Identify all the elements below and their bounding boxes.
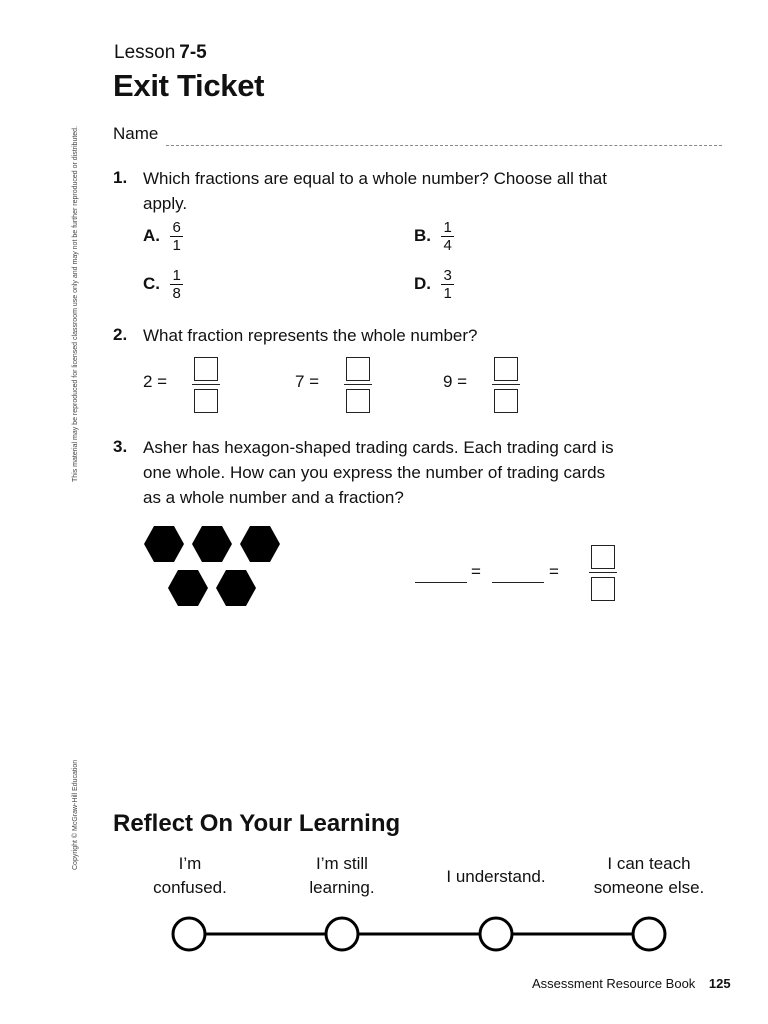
numerator-box[interactable] xyxy=(591,545,615,569)
q3-text-line3: as a whole number and a fraction? xyxy=(143,488,404,507)
reflect-scale xyxy=(160,908,680,960)
reflect-label-understand xyxy=(426,865,566,889)
choice-c[interactable] xyxy=(143,268,183,303)
name-label: Name xyxy=(113,124,159,143)
scale-circle-teach xyxy=(633,918,665,950)
reflect-label-learning xyxy=(282,852,402,900)
name-field[interactable] xyxy=(166,145,722,146)
numerator-box[interactable] xyxy=(194,357,218,381)
q3-number: 3. xyxy=(113,437,128,456)
fraction-numerator: 1 xyxy=(443,219,452,236)
q2-item-7: 7 = xyxy=(295,372,320,391)
scale-circle-understand xyxy=(480,918,512,950)
whole-number-blank[interactable] xyxy=(415,582,467,583)
q3-text-line1: Asher has hexagon-shaped trading cards. Each trading card is xyxy=(143,438,614,457)
page-title: Exit Ticket xyxy=(113,68,265,103)
hexagon-cards xyxy=(140,520,290,612)
copyright-line: Copyright © McGraw-Hill Education xyxy=(72,759,79,870)
numerator-box[interactable] xyxy=(346,357,370,381)
fraction-numerator: 6 xyxy=(172,219,181,236)
denominator-box[interactable] xyxy=(591,577,615,601)
lesson-number: 7-5 xyxy=(179,42,207,63)
choice-b-fraction xyxy=(441,220,453,253)
lesson-label: Lesson xyxy=(114,42,176,63)
equals-sign: = xyxy=(471,562,481,581)
choice-c-fraction xyxy=(170,268,182,301)
q2-item-9: 9 = xyxy=(443,372,468,391)
numerator-box[interactable] xyxy=(494,357,518,381)
denominator-box[interactable] xyxy=(346,389,370,413)
choice-b-letter: B. xyxy=(414,226,431,245)
fraction-bar xyxy=(589,572,617,573)
footer xyxy=(532,976,731,991)
q1-text xyxy=(143,166,703,216)
footer-page-number: 125 xyxy=(708,976,731,991)
reflect-label-line1: I’m xyxy=(178,854,202,873)
reflect-label-line2: confused. xyxy=(153,878,227,897)
choice-a[interactable] xyxy=(143,220,183,255)
fraction-denominator: 1 xyxy=(443,285,452,302)
denominator-box[interactable] xyxy=(194,389,218,413)
lesson-heading xyxy=(114,42,207,64)
fraction-bar xyxy=(344,384,372,385)
fraction-denominator: 4 xyxy=(443,237,452,254)
hexagon-icon xyxy=(216,570,256,606)
choice-c-letter: C. xyxy=(143,274,160,293)
scale-circle-confused xyxy=(173,918,205,950)
reflect-label-line1: I’m still xyxy=(316,854,368,873)
q1-text-line1: Which fractions are equal to a whole number? Choose all that xyxy=(143,169,607,188)
scale-circle-learning xyxy=(326,918,358,950)
reflect-label-confused xyxy=(130,852,250,900)
choice-d-letter: D. xyxy=(414,274,431,293)
copyright-notice: This material may be reproduced for licensed classroom use only and may not be further reproduced or distributed. xyxy=(72,125,79,482)
choice-b[interactable] xyxy=(414,220,454,255)
reflect-label-line1: I can teach xyxy=(607,854,691,873)
q3-text xyxy=(143,435,703,510)
reflect-label-line1: I understand. xyxy=(446,867,546,886)
fraction-numerator: 1 xyxy=(172,267,181,284)
equals-sign: = xyxy=(549,562,559,581)
hexagon-icon xyxy=(144,526,184,562)
footer-book: Assessment Resource Book xyxy=(532,976,696,991)
hexagon-icon xyxy=(240,526,280,562)
q3-text-line2: one whole. How can you express the number of trading cards xyxy=(143,463,606,482)
hexagon-icon xyxy=(168,570,208,606)
q1-text-line2: apply. xyxy=(143,194,188,213)
reflect-label-line2: learning. xyxy=(309,878,375,897)
q2-item-2: 2 = xyxy=(143,372,168,391)
q2-number: 2. xyxy=(113,325,128,344)
fraction-bar xyxy=(492,384,520,385)
choice-a-fraction xyxy=(170,220,182,253)
reflect-label-teach xyxy=(580,852,718,900)
denominator-box[interactable] xyxy=(494,389,518,413)
reflect-title: Reflect On Your Learning xyxy=(113,810,401,837)
choice-a-letter: A. xyxy=(143,226,160,245)
fraction-bar xyxy=(192,384,220,385)
q1-number: 1. xyxy=(113,168,128,187)
fraction-numerator: 3 xyxy=(443,267,452,284)
reflect-label-line2: someone else. xyxy=(593,878,705,897)
fraction-blank[interactable] xyxy=(492,582,544,583)
choice-d[interactable] xyxy=(414,268,454,303)
choice-d-fraction xyxy=(441,268,453,301)
hexagon-icon xyxy=(192,526,232,562)
q2-text: What fraction represents the whole number? xyxy=(143,326,478,345)
fraction-denominator: 1 xyxy=(172,237,181,254)
fraction-denominator: 8 xyxy=(172,285,181,302)
